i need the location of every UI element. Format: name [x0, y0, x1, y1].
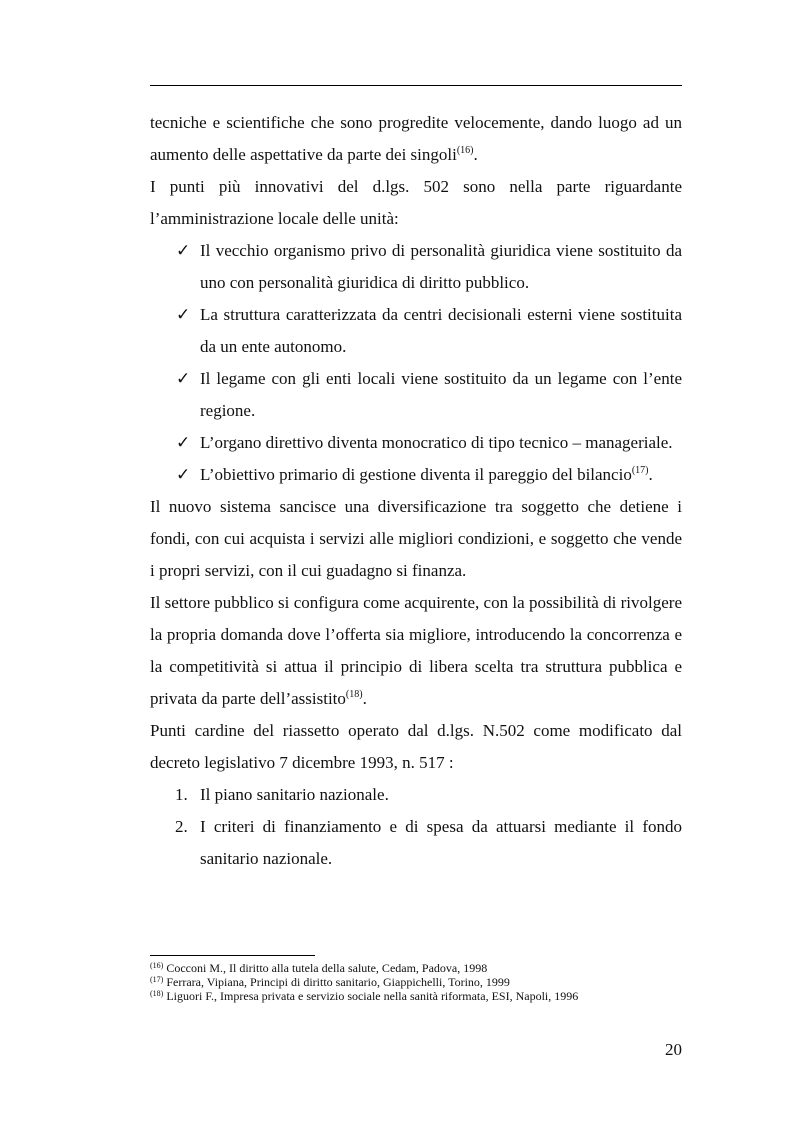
numbered-item: 2. I criteri di finanziamento e di spesa da attuarsi mediante il fondo sanitario nazionale. — [150, 811, 682, 875]
checkmark-icon: ✓ — [176, 241, 191, 260]
checklist-item: ✓ Il legame con gli enti locali viene sostituito da un legame con l’ente regione. — [150, 363, 682, 427]
footnotes — [150, 961, 682, 1003]
paragraph-3: Il nuovo sistema sancisce una diversificazione tra soggetto che detiene i fondi, con cui acquista i servizi alle migliori condizioni, e soggetto che vende i propri servizi, con il cui guadagno si finanza. — [150, 497, 682, 580]
paragraph-5: Punti cardine del riassetto operato dal d.lgs. N.502 come modificato dal decreto legislativo 7 dicembre 1993, n. 517 : — [150, 721, 682, 772]
footnote-separator — [150, 955, 315, 956]
footnote-ref-17[interactable]: (17) — [631, 465, 649, 476]
paragraph-4: Il settore pubblico si configura come acquirente, con la possibilità di rivolgere la propria domanda dove l’offerta sia migliore, introducendo la concorrenza e la competitività si attua il principio di libera scelta tra struttura pubblica e privata da parte dell’assistito$^{(18)}$. — [150, 593, 682, 708]
footnote-ref-16[interactable]: (16) — [456, 145, 474, 156]
paragraph-2: I punti più innovativi del d.lgs. 502 sono nella parte riguardante l’amministrazione locale delle unità: — [150, 177, 682, 228]
paragraph-1: tecniche e scientifiche che sono progredite velocemente, dando luogo ad un aumento delle aspettative da parte dei singoli$^{(16)}$. — [150, 113, 682, 164]
item-number: 1. — [175, 785, 188, 804]
numbered-list — [150, 779, 682, 875]
checklist-item: ✓ L’organo direttivo diventa monocratico di tipo tecnico – manageriale. — [150, 427, 682, 459]
checkmark-icon: ✓ — [176, 369, 191, 388]
footnote-17: $^{(17)}$ Ferrara, Vipiana, Principi di diritto sanitario, Giappichelli, Torino, 1999 — [150, 975, 510, 989]
checkmark-icon: ✓ — [176, 305, 191, 324]
footnote-16: $^{(16)}$ Cocconi M., Il diritto alla tutela della salute, Cedam, Padova, 1998 — [150, 961, 488, 975]
numbered-item: 1. Il piano sanitario nazionale. — [150, 779, 682, 811]
checkmark-icon: ✓ — [176, 433, 191, 452]
footnote-ref-18[interactable]: (18) — [345, 689, 363, 700]
checklist-item: ✓ L’obiettivo primario di gestione diventa il pareggio del bilancio$^{(17)}$. — [150, 459, 682, 491]
checklist — [150, 235, 682, 491]
footnote-18: $^{(18)}$ Liguori F., Impresa privata e servizio sociale nella sanità riformata, ESI, Napoli, 1996 — [150, 989, 579, 1003]
item-number: 2. — [175, 817, 188, 836]
header-rule — [150, 85, 682, 86]
checklist-item: ✓ Il vecchio organismo privo di personalità giuridica viene sostituito da uno con personalità giuridica di diritto pubblico. — [150, 235, 682, 299]
page-number: 20 — [665, 1040, 682, 1059]
checkmark-icon: ✓ — [176, 465, 191, 484]
checklist-item: ✓ La struttura caratterizzata da centri decisionali esterni viene sostituita da un ente autonomo. — [150, 299, 682, 363]
page-body — [150, 107, 682, 875]
